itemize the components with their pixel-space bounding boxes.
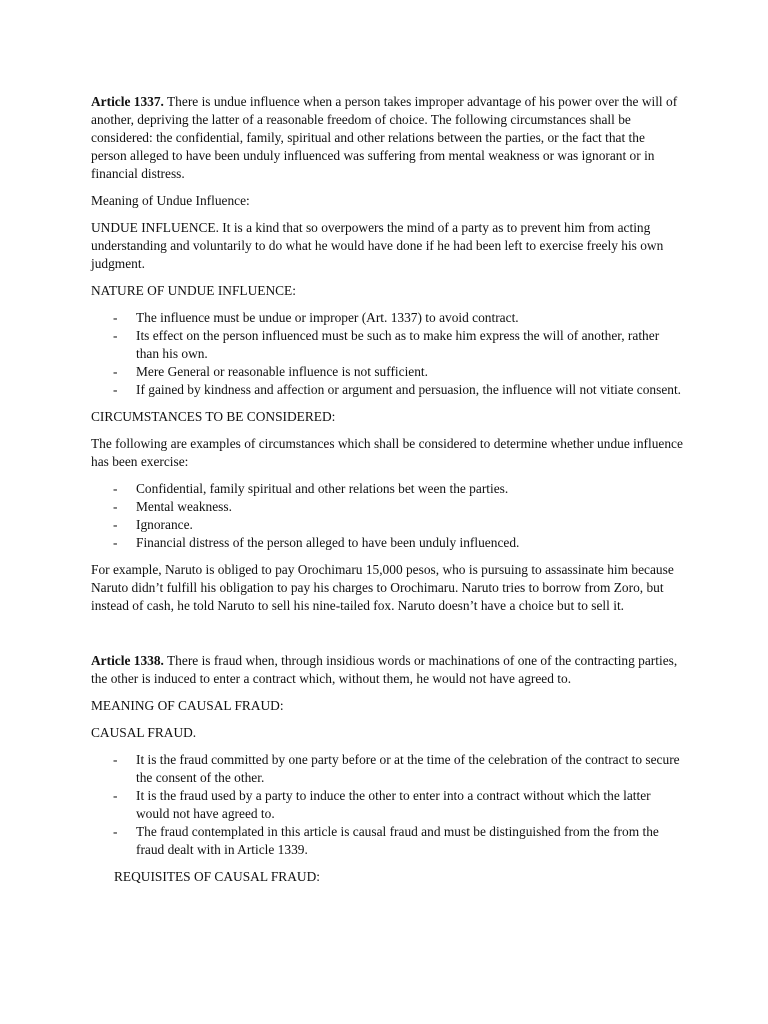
nature-heading: NATURE OF UNDUE INFLUENCE: — [91, 283, 296, 298]
bullet-dash: - — [113, 752, 118, 767]
circumstances-list — [91, 480, 683, 552]
list-item-text: Financial distress of the person alleged to have been unduly influenced. — [136, 535, 520, 550]
undue-influence-definition: UNDUE INFLUENCE. It is a kind that so overpowers the mind of a party as to prevent him from acting understanding and voluntarily to do what he would have done if he had been left to exercise freely his own judgment. — [91, 220, 664, 271]
causal-fraud-heading: CAUSAL FRAUD. — [91, 725, 197, 740]
meaning-causal-fraud-heading: MEANING OF CAUSAL FRAUD: — [91, 698, 284, 713]
meaning-undue-influence-heading: Meaning of Undue Influence: — [91, 193, 250, 208]
article-1337-label: Article 1337. — [91, 94, 164, 109]
bullet-dash: - — [113, 535, 118, 550]
list-item — [91, 516, 683, 534]
example-paragraph: For example, Naruto is obliged to pay Orochimaru 15,000 pesos, who is pursuing to assassinate him because Naruto didn’t fulfill his obligation to pay his charges to Orochimaru. Naruto tries to borrow from Zoro, but instead of cash, he told Naruto to sell his nine-tailed fox. Naruto doesn’t have a choice but to sell it. — [91, 562, 674, 613]
list-item — [91, 534, 683, 552]
article-1338-paragraph — [91, 652, 683, 688]
article-1337-text: There is undue influence when a person takes improper advantage of his power over the will of another, depriving the latter of a reasonable freedom of choice. The following circumstances shall be considered: the confidential, family, spiritual and other relations between the parties, or the fact that the person alleged to have been unduly influenced was suffering from mental weakness or was ignorant or in financial distress. — [91, 94, 678, 181]
list-item-text: The influence must be undue or improper (Art. 1337) to avoid contract. — [136, 310, 519, 325]
section-spacer — [91, 624, 683, 652]
list-item-text: Confidential, family spiritual and other relations bet ween the parties. — [136, 481, 509, 496]
bullet-dash: - — [113, 788, 118, 803]
list-item — [91, 381, 683, 399]
list-item-text: Mental weakness. — [136, 499, 232, 514]
bullet-dash: - — [113, 481, 118, 496]
list-item-text: If gained by kindness and affection or argument and persuasion, the influence will not vitiate consent. — [136, 382, 682, 397]
list-item — [91, 787, 683, 823]
list-item-text: Its effect on the person influenced must be such as to make him express the will of another, rather than his own. — [136, 328, 660, 361]
bullet-dash: - — [113, 382, 118, 397]
document-body — [91, 93, 683, 895]
article-1338-text: There is fraud when, through insidious words or machinations of one of the contracting parties, the other is induced to enter a contract which, without them, he would not have agreed to. — [91, 653, 678, 686]
article-1338-label: Article 1338. — [91, 653, 164, 668]
bullet-dash: - — [113, 328, 118, 343]
bullet-dash: - — [113, 364, 118, 379]
list-item — [91, 751, 683, 787]
article-1337-paragraph — [91, 93, 683, 183]
bullet-dash: - — [113, 310, 118, 325]
bullet-dash: - — [113, 824, 118, 839]
nature-list — [91, 309, 683, 399]
requisites-heading: REQUISITES OF CAUSAL FRAUD: — [114, 869, 320, 884]
circumstances-heading: CIRCUMSTANCES TO BE CONSIDERED: — [91, 409, 336, 424]
list-item-text: It is the fraud committed by one party before or at the time of the celebration of the contract to secure the consent of the other. — [136, 752, 680, 785]
causal-fraud-list — [91, 751, 683, 859]
list-item-text: Mere General or reasonable influence is not sufficient. — [136, 364, 428, 379]
list-item — [91, 823, 683, 859]
list-item-text: It is the fraud used by a party to induce the other to enter into a contract without which the latter would not have agreed to. — [136, 788, 651, 821]
list-item — [91, 480, 683, 498]
list-item — [91, 363, 683, 381]
list-item-text: The fraud contemplated in this article is causal fraud and must be distinguished from the from the fraud dealt with in Article 1339. — [136, 824, 659, 857]
circumstances-intro: The following are examples of circumstances which shall be considered to determine whether undue influence has been exercise: — [91, 436, 683, 469]
list-item — [91, 498, 683, 516]
list-item-text: Ignorance. — [136, 517, 193, 532]
bullet-dash: - — [113, 499, 118, 514]
list-item — [91, 309, 683, 327]
bullet-dash: - — [113, 517, 118, 532]
list-item — [91, 327, 683, 363]
